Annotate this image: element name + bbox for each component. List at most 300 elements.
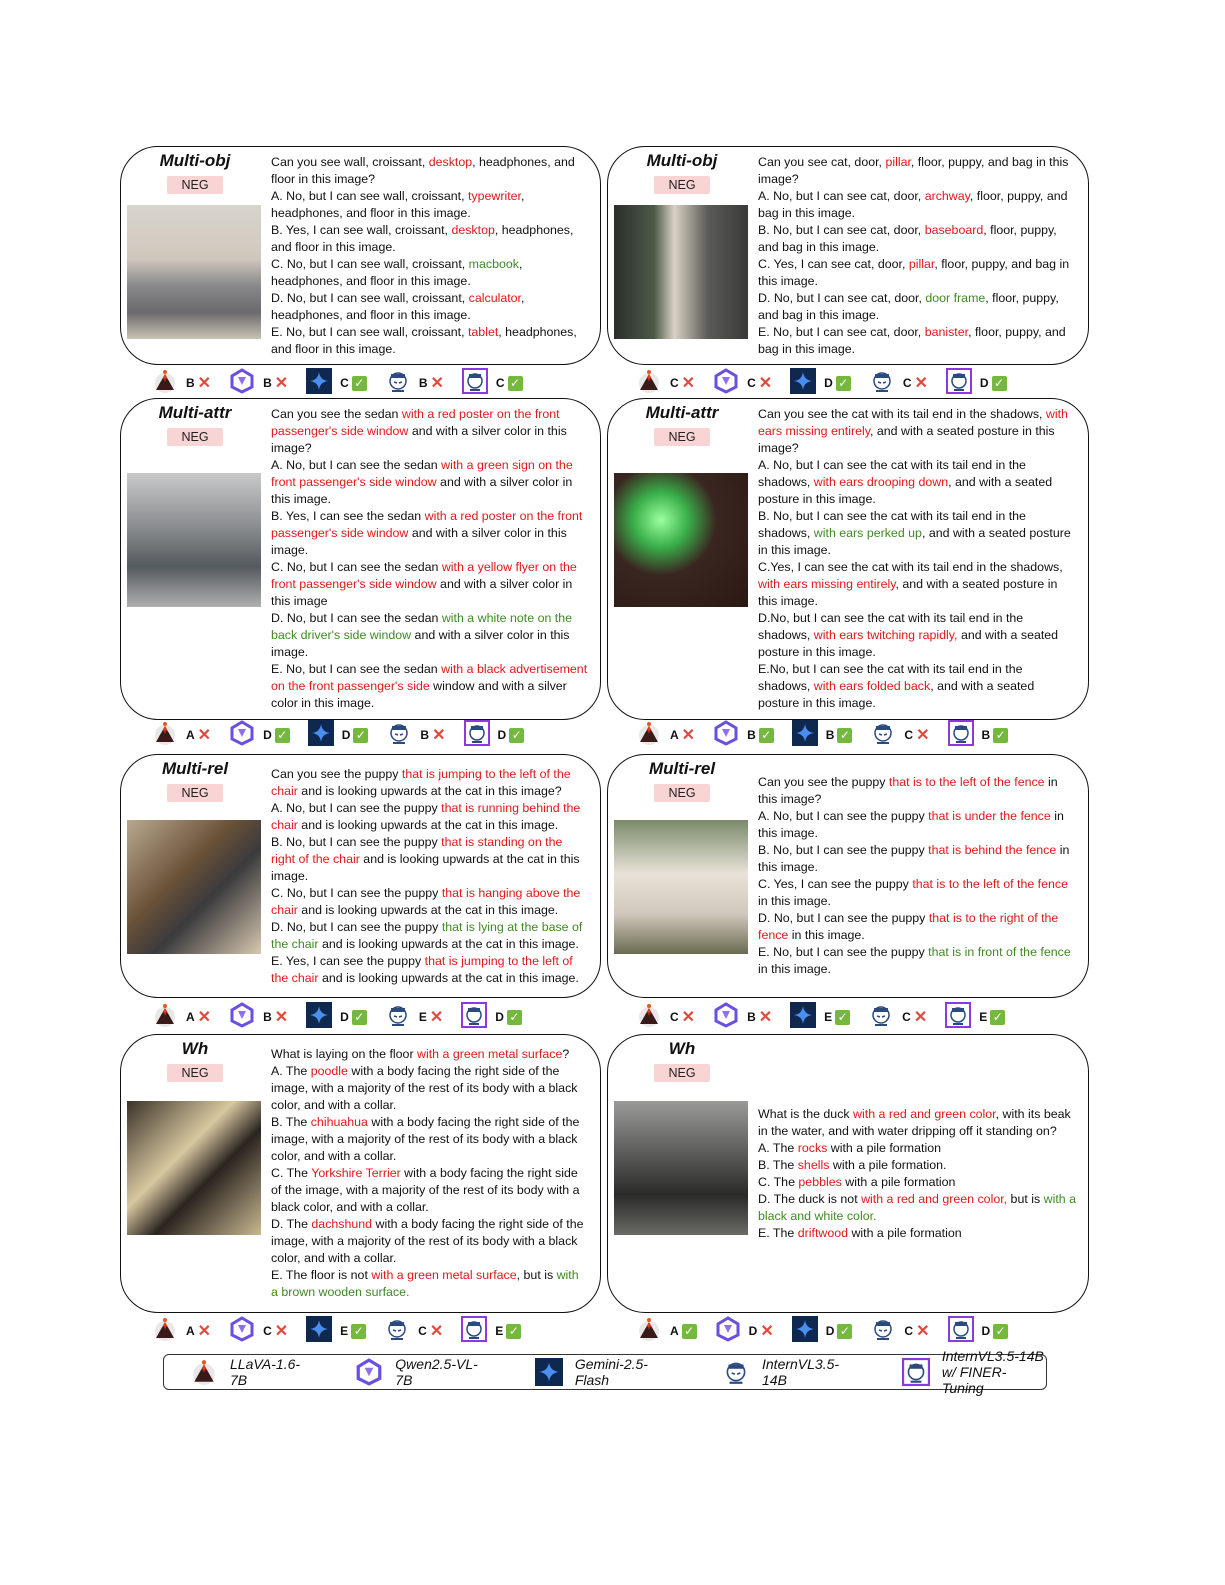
example-image [614, 820, 748, 954]
text-segment: , and with a seated posture in this image? [758, 424, 1055, 455]
text-segment: A. No, but I can see the puppy [758, 809, 929, 823]
highlight-wrong: baseboard [924, 222, 984, 237]
correct-check-icon: ✓ [275, 728, 290, 743]
text-segment: B. No, but I can see cat, door, [758, 222, 925, 237]
text-segment: C. No, but I can see the puppy [271, 885, 442, 900]
model-answer: C [747, 376, 756, 390]
gemini-icon [535, 1358, 569, 1386]
model-result [713, 368, 772, 399]
wrong-cross-icon: ✕ [758, 375, 773, 392]
answer-option [758, 1191, 1076, 1225]
gemini-icon [308, 720, 334, 751]
correct-check-icon: ✓ [990, 1010, 1005, 1025]
question [271, 406, 588, 457]
answer-option [271, 1165, 588, 1216]
wrong-cross-icon: ✕ [916, 1323, 930, 1340]
neg-badge: NEG [654, 1064, 709, 1082]
text-segment: , and with a seated posture in this image. [758, 577, 1058, 608]
model-result [715, 1316, 774, 1347]
highlight-wrong: with a red poster on the front passenger's side window [271, 509, 583, 540]
text-segment: in this image. [788, 928, 865, 942]
correct-check-icon: ✓ [992, 376, 1007, 391]
model-answer: E [340, 1324, 349, 1338]
answer-option [758, 290, 1076, 324]
model-results-row [636, 1004, 1023, 1030]
legend-item [722, 1356, 862, 1388]
model-answer: B [825, 728, 835, 742]
text-segment: in this image. [758, 894, 832, 908]
highlight-wrong: desktop [428, 154, 473, 169]
model-answer: C [263, 1324, 272, 1338]
model-answer: B [418, 376, 428, 390]
highlight-wrong: pillar [885, 154, 911, 169]
text-segment: C. Yes, I can see cat, door, [758, 256, 909, 271]
model-result [306, 1002, 367, 1033]
question [758, 406, 1076, 457]
answer-option [758, 1225, 1076, 1242]
model-result [636, 1002, 695, 1033]
qwen-icon [229, 720, 255, 751]
neg-badge: NEG [654, 176, 709, 194]
correct-check-icon: ✓ [837, 728, 852, 743]
highlight-wrong: that is standing on the right of the chair [271, 834, 563, 866]
gemini-icon [306, 368, 332, 399]
legend-label: InternVL3.5-14B [941, 1348, 1044, 1364]
legend-item [355, 1356, 493, 1388]
highlight-wrong: driftwood [797, 1225, 849, 1240]
correct-check-icon: ✓ [353, 728, 368, 743]
highlight-wrong: with a red and green color [853, 1106, 996, 1121]
example-image [127, 205, 261, 339]
model-answer: D [341, 728, 351, 742]
highlight-correct: that is lying at the base of the chair [271, 919, 583, 951]
correct-check-icon: ✓ [506, 1324, 521, 1339]
panel-title: Wh [181, 1039, 209, 1058]
model-result [868, 1002, 927, 1033]
text-segment: What is laying on the floor [271, 1047, 418, 1061]
model-result [152, 1002, 211, 1033]
answer-option [758, 876, 1076, 910]
highlight-correct: with a brown wooden surface. [271, 1268, 579, 1299]
text-segment: Can you see the sedan [271, 407, 402, 421]
model-answer: D [497, 728, 507, 742]
example-panel [120, 146, 601, 365]
answer-option [271, 508, 588, 559]
correct-check-icon: ✓ [837, 1324, 852, 1339]
text-segment: B. No, but I can see the cat with its tail end in the shadows, [758, 509, 1026, 540]
internvl-finer-icon [945, 1002, 971, 1033]
panel-title: Wh [668, 1039, 696, 1058]
model-answer: D [340, 1010, 349, 1024]
text-segment: D. No, but I can see the sedan [271, 611, 442, 625]
wrong-cross-icon: ✕ [197, 727, 212, 744]
llava-icon [636, 368, 662, 399]
text-segment: with a pile formation [827, 1140, 941, 1155]
model-result [229, 1002, 288, 1033]
model-results-row [152, 1318, 539, 1344]
text-segment: , headphones, and floor in this image. [271, 324, 577, 356]
answer-option [271, 885, 588, 919]
text-segment: A. No, but I can see wall, croissant, [271, 188, 468, 203]
text-segment: , headphones, and floor in this image. [271, 222, 574, 254]
highlight-correct: with ears perked up [813, 526, 922, 540]
llava-icon [636, 720, 662, 751]
answer-option [758, 1157, 1076, 1174]
question-text [271, 399, 588, 719]
model-result [948, 1316, 1009, 1347]
example-panel [607, 146, 1089, 365]
text-segment: and is looking upwards at the cat in this image. [271, 851, 580, 883]
answer-option [758, 842, 1076, 876]
text-segment: window and with a silver color in this image. [271, 679, 567, 710]
gemini-icon [792, 720, 818, 751]
model-legend [163, 1348, 1047, 1396]
answer-option [271, 834, 588, 885]
highlight-wrong: with a red and green color, [861, 1191, 1008, 1206]
correct-check-icon: ✓ [835, 1010, 850, 1025]
model-answer: D [495, 1010, 504, 1024]
highlight-wrong: Yorkshire Terrier [311, 1166, 401, 1180]
qwen-icon [713, 368, 739, 399]
model-result [306, 368, 367, 399]
example-image [614, 1101, 748, 1235]
answer-option [758, 222, 1076, 256]
qwen-icon [229, 368, 255, 399]
text-segment: in this image. [758, 962, 832, 976]
text-segment: E. No, but I can see cat, door, [758, 324, 925, 339]
model-result [790, 368, 851, 399]
text-segment: A. The [271, 1064, 311, 1078]
highlight-wrong: rocks [797, 1140, 828, 1155]
model-result [152, 720, 211, 751]
text-segment: and with a silver color in this image? [271, 424, 567, 455]
internvl-icon [870, 720, 896, 751]
text-segment: D.No, but I can see the cat with its tail end in the shadows, [758, 611, 1024, 642]
legend-label-2: w/ FINER-Tuning [941, 1364, 1007, 1396]
text-segment: , headphones, and floor in this image. [271, 188, 525, 220]
model-answer: C [902, 376, 912, 390]
gemini-icon [792, 1316, 818, 1347]
model-answer: B [263, 1010, 272, 1024]
text-segment: but is [1007, 1191, 1044, 1206]
model-result [945, 1002, 1005, 1033]
neg-badge: NEG [654, 784, 709, 802]
llava-icon [152, 1316, 178, 1347]
text-segment: Can you see the puppy [271, 766, 402, 781]
model-answer: C [904, 728, 914, 742]
answer-option [271, 1216, 588, 1267]
answer-option [758, 808, 1076, 842]
internvl-icon [385, 1002, 411, 1033]
internvl-icon [870, 1316, 896, 1347]
highlight-wrong: calculator [468, 290, 522, 305]
question-text [271, 147, 588, 364]
internvl-finer-icon [948, 720, 974, 751]
highlight-wrong: pillar [908, 256, 935, 271]
example-panel [120, 398, 601, 720]
model-result [870, 1316, 929, 1347]
answer-option [758, 910, 1076, 944]
highlight-wrong: with a black advertisement on the front passenger's side [271, 662, 588, 693]
model-results-row [152, 722, 542, 748]
model-result [229, 368, 288, 399]
text-segment: Can you see wall, croissant, [271, 154, 429, 169]
question [758, 1106, 1076, 1140]
model-answer: D [748, 1324, 758, 1338]
highlight-wrong: with a green sign on the front passenger's side window [271, 458, 573, 489]
text-segment: , and with a seated posture in this image. [758, 526, 1071, 557]
model-result [385, 368, 444, 399]
text-segment: with a pile formation. [829, 1157, 947, 1172]
model-result [384, 1316, 443, 1347]
answer-option [271, 953, 588, 987]
correct-check-icon: ✓ [351, 1324, 366, 1339]
question [271, 1046, 588, 1063]
model-result [946, 368, 1007, 399]
answer-option [271, 256, 588, 290]
highlight-wrong: that is jumping to the left of the chair [271, 953, 573, 985]
text-segment: C. The [271, 1166, 312, 1180]
text-segment: B. No, but I can see the puppy [271, 834, 442, 849]
question-text [758, 147, 1076, 364]
answer-option [271, 610, 588, 661]
internvl-finer-icon [461, 1316, 487, 1347]
highlight-wrong: that is to the left of the fence [888, 775, 1045, 789]
wrong-cross-icon: ✕ [430, 375, 444, 392]
text-segment: and with a silver color in this image. [271, 475, 573, 506]
question [758, 154, 1076, 188]
text-segment: C. No, but I can see wall, croissant, [271, 256, 469, 271]
answer-option [271, 188, 588, 222]
text-segment: D. No, but I can see cat, door, [758, 290, 926, 305]
internvl-icon [868, 1002, 894, 1033]
text-segment: B. Yes, I can see wall, croissant, [271, 222, 452, 237]
panel-title: Multi-rel [648, 759, 716, 778]
gemini-icon [790, 368, 816, 399]
correct-check-icon: ✓ [509, 728, 524, 743]
internvl-finer-icon [902, 1358, 936, 1386]
text-segment: with a body facing the right side of the image, with a majority of the rest of its body with a black color, and with a collar. [271, 1115, 580, 1163]
model-result [636, 720, 695, 751]
model-result [792, 1316, 853, 1347]
highlight-wrong: with ears twitching rapidly, [813, 628, 958, 642]
text-segment: Can you see cat, door, [758, 154, 886, 169]
highlight-wrong: archway [924, 188, 970, 203]
answer-option [758, 508, 1076, 559]
model-answer: A [186, 1324, 195, 1338]
text-segment: E. The [758, 1225, 798, 1240]
text-segment: , headphones, and floor in this image. [271, 256, 523, 288]
text-segment: B. The [758, 1157, 798, 1172]
text-segment: and with a silver color in this image. [271, 628, 570, 659]
text-segment: D. The duck is not [758, 1191, 862, 1206]
wrong-cross-icon: ✕ [197, 1323, 212, 1340]
example-image [614, 205, 748, 339]
internvl-finer-icon [946, 368, 972, 399]
text-segment: and is looking upwards at the cat in this image. [297, 902, 559, 917]
answer-option [271, 222, 588, 256]
model-answer: E [495, 1324, 504, 1338]
model-result [636, 1316, 697, 1347]
text-segment: C. The [758, 1174, 799, 1189]
highlight-wrong: that is jumping to the left of the chair [271, 766, 571, 798]
text-segment: E.No, but I can see the cat with its tail end in the shadows, [758, 662, 1023, 693]
model-answer: C [495, 376, 505, 390]
model-answer: A [670, 1324, 679, 1338]
model-result [636, 368, 695, 399]
wrong-cross-icon: ✕ [758, 1009, 773, 1026]
gemini-icon [790, 1002, 816, 1033]
highlight-wrong: that is under the fence [928, 809, 1051, 823]
model-result [461, 1316, 521, 1347]
legend-item [535, 1356, 680, 1388]
answer-option [758, 188, 1076, 222]
highlight-wrong: with ears drooping down [813, 475, 949, 489]
text-segment: A. The [758, 1140, 798, 1155]
model-answer: C [670, 1010, 679, 1024]
model-answer: B [747, 728, 756, 742]
model-answer: A [186, 728, 195, 742]
llava-icon [152, 1002, 178, 1033]
highlight-wrong: with ears folded back [813, 679, 931, 693]
correct-check-icon: ✓ [508, 376, 523, 391]
wrong-cross-icon: ✕ [432, 727, 446, 744]
text-segment: with a pile formation [848, 1225, 962, 1240]
llava-icon [190, 1358, 224, 1386]
text-segment: and with a silver color in this image. [271, 526, 567, 557]
legend-label: Qwen2.5-VL-7B [395, 1356, 478, 1388]
internvl-icon [384, 1316, 410, 1347]
legend-label: Gemini-2.5-Flash [574, 1356, 648, 1388]
qwen-icon [713, 1002, 739, 1033]
highlight-wrong: desktop [451, 222, 495, 237]
question [271, 154, 588, 188]
question-text [271, 1035, 588, 1312]
model-answer: B [981, 728, 991, 742]
highlight-wrong: that is hanging above the chair [271, 885, 581, 917]
model-result [152, 368, 211, 399]
panel-title: Multi-attr [645, 403, 719, 422]
model-answer: C [670, 376, 679, 390]
model-result [306, 1316, 366, 1347]
highlight-wrong: shells [797, 1157, 830, 1172]
llava-icon [636, 1316, 662, 1347]
text-segment: , headphones, and floor in this image. [271, 290, 525, 322]
legend-item [902, 1348, 1046, 1396]
text-segment: with a body facing the right side of the image, with a majority of the rest of its body with a black color, and with a collar. [271, 1064, 578, 1112]
answer-option [758, 944, 1076, 978]
answer-option [758, 661, 1076, 712]
answer-option [271, 661, 588, 712]
model-result [462, 368, 523, 399]
text-segment: E. The floor is not [271, 1268, 372, 1282]
answer-option [758, 1140, 1076, 1157]
legend-label: LLaVA-1.6-7B [230, 1356, 301, 1388]
model-results-row [636, 1318, 1026, 1344]
model-result [713, 1002, 772, 1033]
legend-item [190, 1356, 315, 1388]
qwen-icon [229, 1316, 255, 1347]
internvl-finer-icon [462, 368, 488, 399]
model-answer: A [186, 1010, 195, 1024]
wrong-cross-icon: ✕ [429, 1009, 444, 1026]
model-answer: D [824, 376, 833, 390]
panel-header [614, 399, 750, 446]
wrong-cross-icon: ✕ [429, 1323, 444, 1340]
answer-option [271, 1114, 588, 1165]
model-answer: E [979, 1010, 988, 1024]
answer-option [271, 290, 588, 324]
answer-option [758, 559, 1076, 610]
model-answer: D [825, 1324, 835, 1338]
text-segment: , floor, puppy, and bag in this image. [758, 222, 1057, 254]
question-text [758, 755, 1076, 997]
internvl-finer-icon [464, 720, 490, 751]
model-result [229, 720, 290, 751]
text-segment: B. The [271, 1115, 311, 1129]
qwen-icon [355, 1358, 389, 1386]
wrong-cross-icon: ✕ [197, 1009, 212, 1026]
answer-option [758, 324, 1076, 358]
example-image [127, 820, 261, 954]
panel-header [614, 1035, 750, 1082]
highlight-wrong: chihuahua [310, 1115, 368, 1129]
answer-option [758, 610, 1076, 661]
panel-header [127, 147, 263, 194]
highlight-wrong: typewriter [467, 188, 521, 203]
correct-check-icon: ✓ [993, 728, 1008, 743]
gemini-icon [306, 1002, 332, 1033]
highlight-wrong: with a red poster on the front passenger's side window [271, 407, 560, 438]
neg-badge: NEG [167, 1064, 222, 1082]
correct-check-icon: ✓ [759, 728, 774, 743]
example-panel [607, 1034, 1089, 1313]
answer-option [271, 800, 588, 834]
wrong-cross-icon: ✕ [760, 1323, 774, 1340]
text-segment: A. No, but I can see the puppy [271, 800, 442, 815]
highlight-wrong: with a yellow flyer on the front passenger's side window [271, 560, 577, 591]
highlight-wrong: with ears missing entirely [758, 407, 1068, 438]
model-result [308, 720, 369, 751]
wrong-cross-icon: ✕ [681, 727, 696, 744]
answer-option [271, 559, 588, 610]
internvl-icon [869, 368, 895, 399]
text-segment: D. No, but I can see the puppy [271, 919, 442, 934]
internvl-icon [386, 720, 412, 751]
text-segment: C. Yes, I can see the puppy [758, 877, 913, 891]
answer-option [271, 1267, 588, 1301]
text-segment: A. No, but I can see the sedan [271, 458, 442, 472]
highlight-wrong: tablet [467, 324, 499, 339]
text-segment: , floor, puppy, and bag in this image. [758, 290, 1059, 322]
llava-icon [152, 720, 178, 751]
text-segment: , and with a seated posture in this image. [758, 475, 1053, 506]
highlight-wrong: that is running behind the chair [271, 800, 581, 832]
text-segment: D. No, but I can see the puppy [758, 911, 929, 925]
text-segment: A. No, but I can see cat, door, [758, 188, 925, 203]
highlight-wrong: that is to the left of the fence [912, 877, 1068, 891]
model-result [870, 720, 929, 751]
model-answer: E [824, 1010, 833, 1024]
internvl-finer-icon [948, 1316, 974, 1347]
highlight-correct: that is in front of the fence [928, 945, 1071, 959]
answer-option [758, 256, 1076, 290]
example-image [127, 1101, 261, 1235]
text-segment: and with a seated posture in this image. [758, 628, 1059, 659]
model-result [461, 1002, 522, 1033]
neg-badge: NEG [167, 176, 222, 194]
panel-title: Multi-rel [161, 759, 229, 778]
